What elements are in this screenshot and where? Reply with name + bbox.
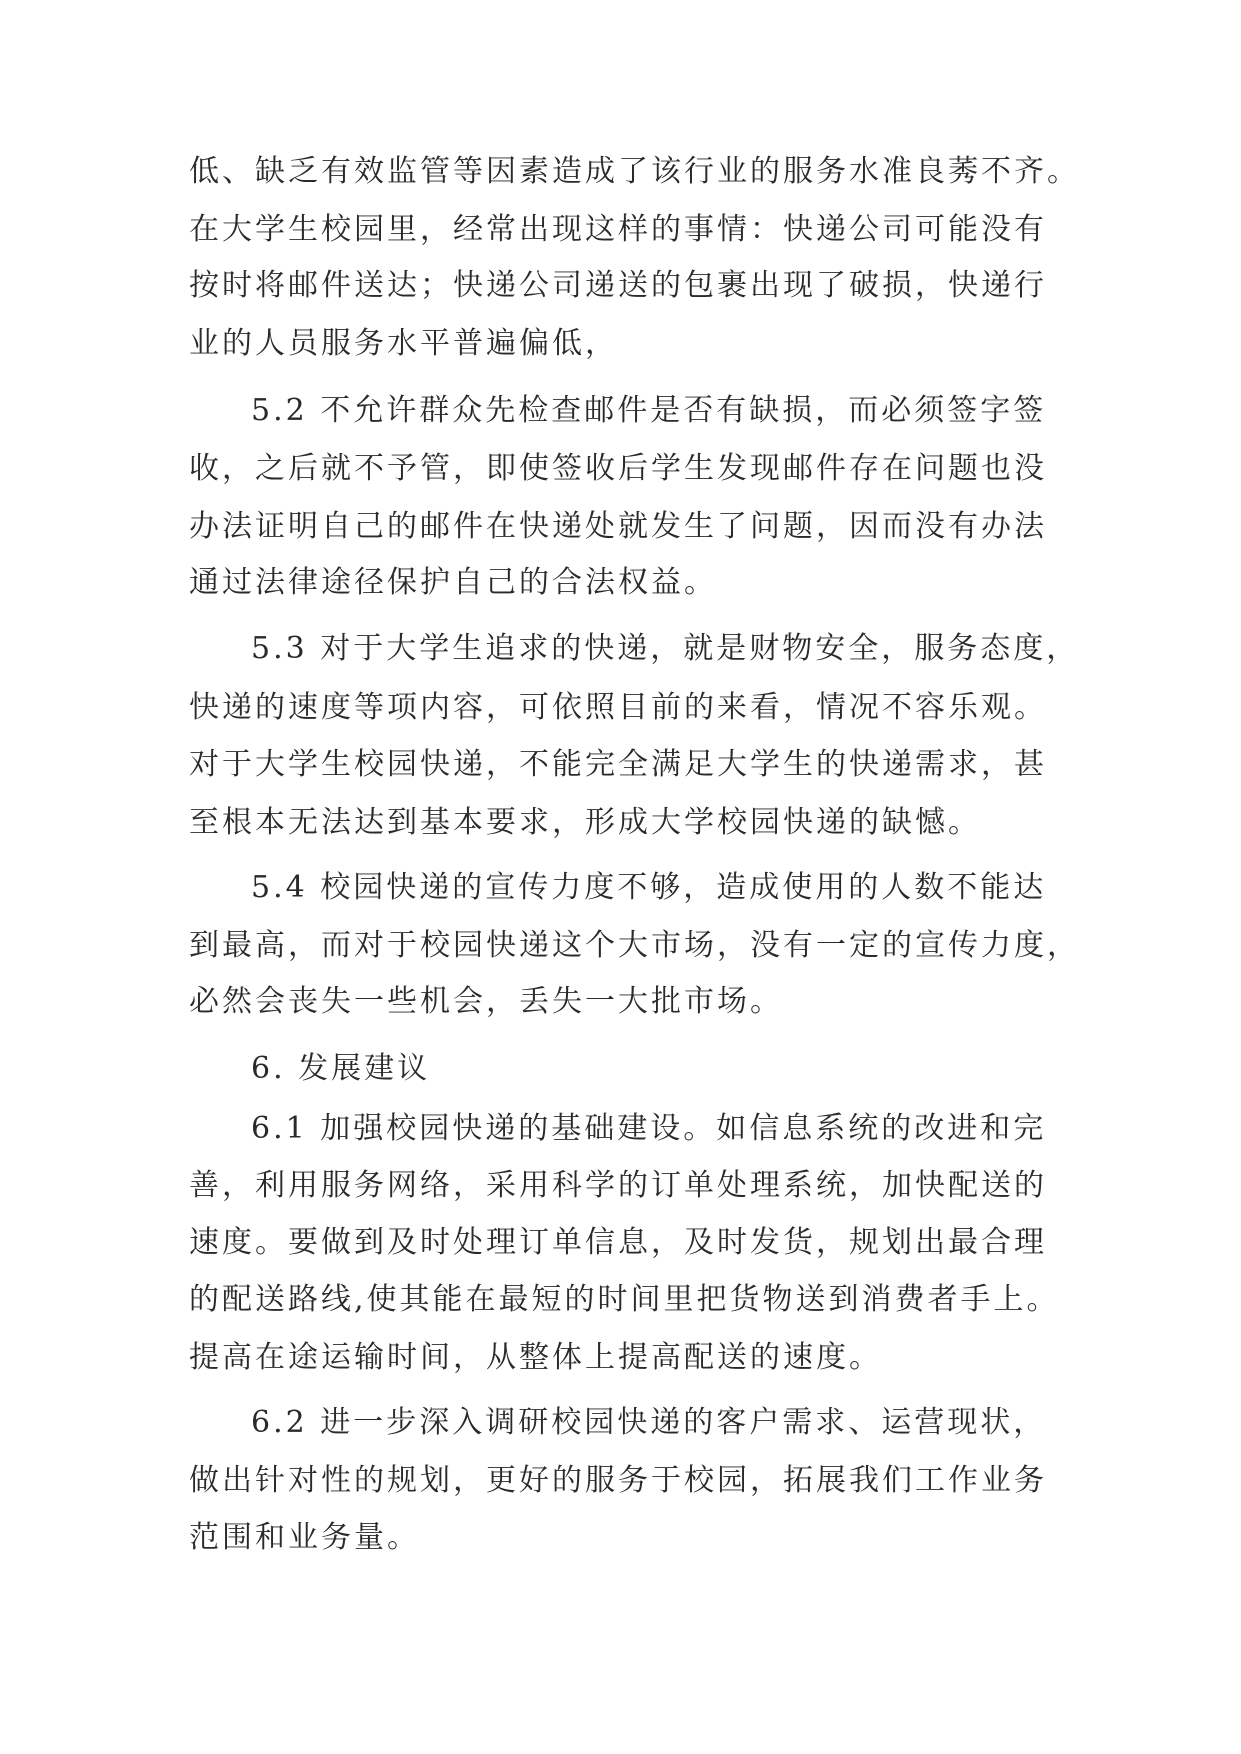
text-line: 收，之后就不予管，即使签收后学生发现邮件存在问题也没 xyxy=(189,451,1047,486)
section-heading: 6. 发展建议 xyxy=(251,1051,431,1086)
text-line: 业的人员服务水平普遍偏低， xyxy=(189,326,618,361)
text-line: 对于大学生校园快递，不能完全满足大学生的快递需求，甚 xyxy=(189,747,1047,782)
text-line: 在大学生校园里，经常出现这样的事情：快递公司可能没有 xyxy=(189,212,1047,247)
text-line: 提高在途运输时间，从整体上提高配送的速度。 xyxy=(189,1340,882,1375)
paragraph-start: 6.2 进一步深入调研校园快递的客户需求、运营现状， xyxy=(251,1405,1047,1440)
paragraph-start: 6.1 加强校园快递的基础建设。如信息系统的改进和完 xyxy=(251,1111,1047,1146)
text-line: 至根本无法达到基本要求，形成大学校园快递的缺憾。 xyxy=(189,805,981,840)
paragraph-start: 5.4 校园快递的宣传力度不够，造成使用的人数不能达 xyxy=(251,870,1047,905)
text-line: 范围和业务量。 xyxy=(189,1520,420,1555)
text-line: 通过法律途径保护自己的合法权益。 xyxy=(189,565,717,600)
text-line: 低、缺乏有效监管等因素造成了该行业的服务水准良莠不齐。 xyxy=(189,154,1080,189)
text-line: 到最高，而对于校园快递这个大市场，没有一定的宣传力度， xyxy=(189,928,1080,963)
paragraph-start: 5.3 对于大学生追求的快递，就是财物安全，服务态度， xyxy=(251,631,1080,666)
paragraph-start: 5.2 不允许群众先检查邮件是否有缺损，而必须签字签 xyxy=(251,393,1047,428)
text-line: 必然会丧失一些机会，丢失一大批市场。 xyxy=(189,984,783,1019)
text-line: 快递的速度等项内容，可依照目前的来看，情况不容乐观。 xyxy=(189,690,1047,725)
text-line: 善，利用服务网络，采用科学的订单处理系统，加快配送的 xyxy=(189,1168,1047,1203)
text-line: 做出针对性的规划，更好的服务于校园，拓展我们工作业务 xyxy=(189,1463,1047,1498)
text-line: 办法证明自己的邮件在快递处就发生了问题，因而没有办法 xyxy=(189,509,1047,544)
text-line: 的配送路线,使其能在最短的时间里把货物送到消费者手上。 xyxy=(189,1282,1060,1317)
text-line: 按时将邮件送达；快递公司递送的包裹出现了破损，快递行 xyxy=(189,268,1047,303)
text-line: 速度。要做到及时处理订单信息，及时发货，规划出最合理 xyxy=(189,1225,1047,1260)
